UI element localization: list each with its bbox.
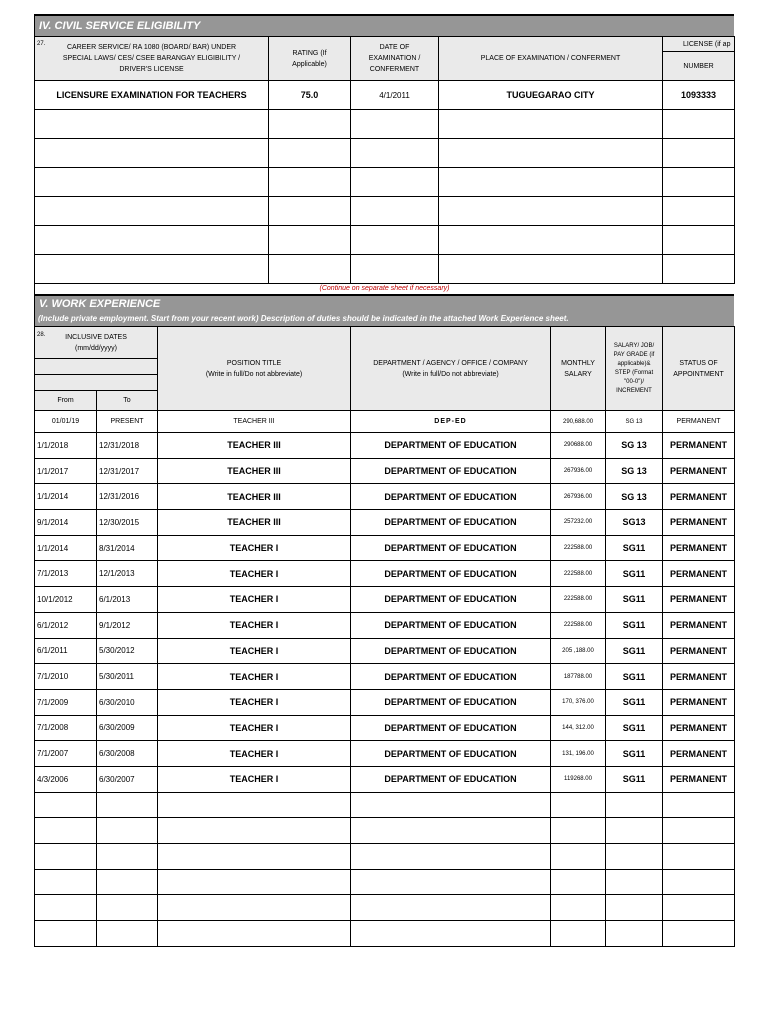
we-grade: SG11 [606,741,663,767]
we-grade: SG 13 [606,484,663,510]
cse-number: 1093333 [663,81,735,110]
we-col-dates [35,327,158,359]
we-dept: DEPARTMENT OF EDUCATION [351,766,551,792]
cse-col-number: NUMBER [663,52,735,81]
we-row [35,484,735,510]
we-to: 6/30/2008 [97,741,158,767]
pds-sheet [34,14,734,947]
we-col-position [158,327,351,411]
we-empty-row [35,895,735,921]
we-row [35,510,735,536]
we-rows [35,433,735,947]
we-col-dept-sub: (Write in full/Do not abbreviate) [402,370,499,378]
we-dept: DEPARTMENT OF EDUCATION [351,510,551,536]
we-table [34,326,735,947]
we-dept: DEPARTMENT OF EDUCATION [351,484,551,510]
we-to: 12/31/2018 [97,433,158,459]
we-from: 1/1/2018 [35,433,97,459]
we-from: 01/01/19 [35,411,97,433]
cse-section-header [34,14,734,36]
we-row [35,612,735,638]
we-row [35,715,735,741]
continue-note: (Continue on separate sheet if necessary) [34,284,734,294]
cse-date: 4/1/2011 [351,81,439,110]
cse-item-number: 27. [37,41,46,47]
we-to: PRESENT [97,411,158,433]
we-grade: SG11 [606,766,663,792]
we-from: 10/1/2012 [35,587,97,613]
we-empty-row [35,869,735,895]
we-col-to: To [97,391,158,411]
we-row [35,741,735,767]
we-dept: DEPARTMENT OF EDUCATION [351,535,551,561]
we-position: TEACHER I [158,587,351,613]
we-to: 9/1/2012 [97,612,158,638]
we-status: PERMANENT [663,612,735,638]
we-to: 12/31/2016 [97,484,158,510]
cse-table [34,36,735,284]
cse-col-career [35,37,269,81]
we-position: TEACHER I [158,766,351,792]
we-grade: SG13 [606,510,663,536]
we-from: 7/1/2013 [35,561,97,587]
cse-place: TUGUEGARAO CITY [439,81,663,110]
we-to: 6/30/2007 [97,766,158,792]
we-row [35,766,735,792]
we-section-header [34,294,734,312]
we-grade: SG11 [606,689,663,715]
cse-col-license: LICENSE (if ap [663,37,735,52]
we-status: PERMANENT [663,664,735,690]
we-dept: DEPARTMENT OF EDUCATION [351,561,551,587]
we-dept: DEPARTMENT OF EDUCATION [351,715,551,741]
cse-empty-row [35,255,735,284]
we-status: PERMANENT [663,638,735,664]
we-row [35,458,735,484]
cse-section-title: IV. CIVIL SERVICE ELIGIBILITY [39,20,201,32]
we-salary: 222588.00 [551,561,606,587]
we-current-row [35,411,735,433]
we-status: PERMANENT [663,741,735,767]
we-from: 7/1/2010 [35,664,97,690]
we-to: 6/30/2009 [97,715,158,741]
we-dept: DEPARTMENT OF EDUCATION [351,638,551,664]
we-from: 6/1/2012 [35,612,97,638]
we-from: 1/1/2014 [35,535,97,561]
cse-empty-row [35,139,735,168]
we-row [35,638,735,664]
we-salary: 205 ,188.00 [551,638,606,664]
we-position: TEACHER I [158,664,351,690]
cse-empty-row [35,110,735,139]
we-to: 6/30/2010 [97,689,158,715]
we-row [35,433,735,459]
cse-col-career-label: CAREER SERVICE/ RA 1080 (BOARD/ BAR) UNDER SPECIAL LAWS/ CES/ CSEE BARANGAY ELIGIBILITY / DRIVER'S LICENSE [62,44,241,73]
we-position: TEACHER III [158,510,351,536]
we-col-dept-label: DEPARTMENT / AGENCY / OFFICE / COMPANY [373,359,528,367]
we-grade: SG11 [606,561,663,587]
cse-empty-row [35,197,735,226]
we-grade: SG11 [606,638,663,664]
we-col-grade: SALARY/ JOB/ PAY GRADE (if applicable)& STEP (Format "00-0")/ INCREMENT [606,327,663,411]
we-grade: SG11 [606,587,663,613]
we-status: PERMANENT [663,411,735,433]
we-col-position-label: POSITION TITLE [226,359,282,367]
we-status: PERMANENT [663,458,735,484]
we-salary: 267936.00 [551,458,606,484]
we-row [35,664,735,690]
we-from: 1/1/2017 [35,458,97,484]
we-status: PERMANENT [663,535,735,561]
we-dept: DEPARTMENT OF EDUCATION [351,741,551,767]
we-grade: SG11 [606,535,663,561]
cse-row [35,81,735,110]
we-from: 7/1/2007 [35,741,97,767]
cse-col-date: DATE OF EXAMINATION / CONFERMENT [351,37,439,81]
we-from: 1/1/2014 [35,484,97,510]
cse-rating: 75.0 [269,81,351,110]
we-salary: 290,688.00 [551,411,606,433]
we-from: 4/3/2006 [35,766,97,792]
we-dept: DEPARTMENT OF EDUCATION [351,689,551,715]
we-salary: 187788.00 [551,664,606,690]
we-from: 7/1/2008 [35,715,97,741]
we-position: TEACHER I [158,741,351,767]
we-position: TEACHER I [158,715,351,741]
we-subheader: (Include private employment. Start from your recent work) Description of duties should be indicated in the attached Work Experience sheet. [34,312,734,326]
we-to: 6/1/2013 [97,587,158,613]
we-salary: 119268.00 [551,766,606,792]
cse-col-rating: RATING (If Applicable) [269,37,351,81]
we-row [35,561,735,587]
we-to: 8/31/2014 [97,535,158,561]
we-col-position-sub: (Write in full/Do not abbreviate) [205,370,303,378]
we-dept: DEPARTMENT OF EDUCATION [351,664,551,690]
we-grade: SG11 [606,612,663,638]
we-position: TEACHER I [158,689,351,715]
we-empty-row [35,921,735,947]
we-position: TEACHER III [158,411,351,433]
we-dept: DEPARTMENT OF EDUCATION [351,433,551,459]
we-status: PERMANENT [663,433,735,459]
we-dept: DEPARTMENT OF EDUCATION [351,612,551,638]
we-grade: SG 13 [606,411,663,433]
we-from: 9/1/2014 [35,510,97,536]
we-row [35,535,735,561]
we-to: 5/30/2012 [97,638,158,664]
we-dept: DEPARTMENT OF EDUCATION [351,458,551,484]
we-to: 12/31/2017 [97,458,158,484]
we-salary: 222588.00 [551,535,606,561]
we-status: PERMANENT [663,587,735,613]
we-salary: 267936.00 [551,484,606,510]
we-empty-row [35,818,735,844]
we-position: TEACHER III [158,458,351,484]
we-salary: 290688.00 [551,433,606,459]
we-row [35,689,735,715]
we-position: TEACHER I [158,612,351,638]
we-salary: 257232.00 [551,510,606,536]
we-empty-row [35,792,735,818]
we-col-status: STATUS OF APPOINTMENT [663,327,735,411]
we-dept: DEPARTMENT OF EDUCATION [351,587,551,613]
cse-empty-row [35,226,735,255]
we-to: 12/1/2013 [97,561,158,587]
we-col-dept [351,327,551,411]
we-status: PERMANENT [663,510,735,536]
we-status: PERMANENT [663,561,735,587]
we-col-from: From [35,391,97,411]
we-grade: SG 13 [606,433,663,459]
cse-career: LICENSURE EXAMINATION FOR TEACHERS [35,81,269,110]
we-from: 6/1/2011 [35,638,97,664]
we-row [35,587,735,613]
we-status: PERMANENT [663,689,735,715]
we-position: TEACHER III [158,433,351,459]
we-dept: DEP-ED [351,411,551,433]
we-from: 7/1/2009 [35,689,97,715]
we-to: 5/30/2011 [97,664,158,690]
cse-col-place: PLACE OF EXAMINATION / CONFERMENT [439,37,663,81]
we-salary: 222588.00 [551,587,606,613]
we-position: TEACHER I [158,638,351,664]
cse-empty-row [35,168,735,197]
we-position: TEACHER I [158,535,351,561]
we-salary: 170, 376.00 [551,689,606,715]
we-salary: 222588.00 [551,612,606,638]
we-status: PERMANENT [663,484,735,510]
we-position: TEACHER III [158,484,351,510]
we-item-number: 28. [37,332,46,338]
we-to: 12/30/2015 [97,510,158,536]
we-col-salary: MONTHLY SALARY [551,327,606,411]
we-section-title: V. WORK EXPERIENCE [39,298,161,310]
we-status: PERMANENT [663,766,735,792]
we-empty-row [35,844,735,870]
we-salary: 144, 312.00 [551,715,606,741]
we-position: TEACHER I [158,561,351,587]
we-status: PERMANENT [663,715,735,741]
we-grade: SG 13 [606,458,663,484]
we-grade: SG11 [606,715,663,741]
we-col-dates-label: INCLUSIVE DATES (mm/dd/yyyy) [65,333,127,352]
we-grade: SG11 [606,664,663,690]
we-salary: 131, 196.00 [551,741,606,767]
